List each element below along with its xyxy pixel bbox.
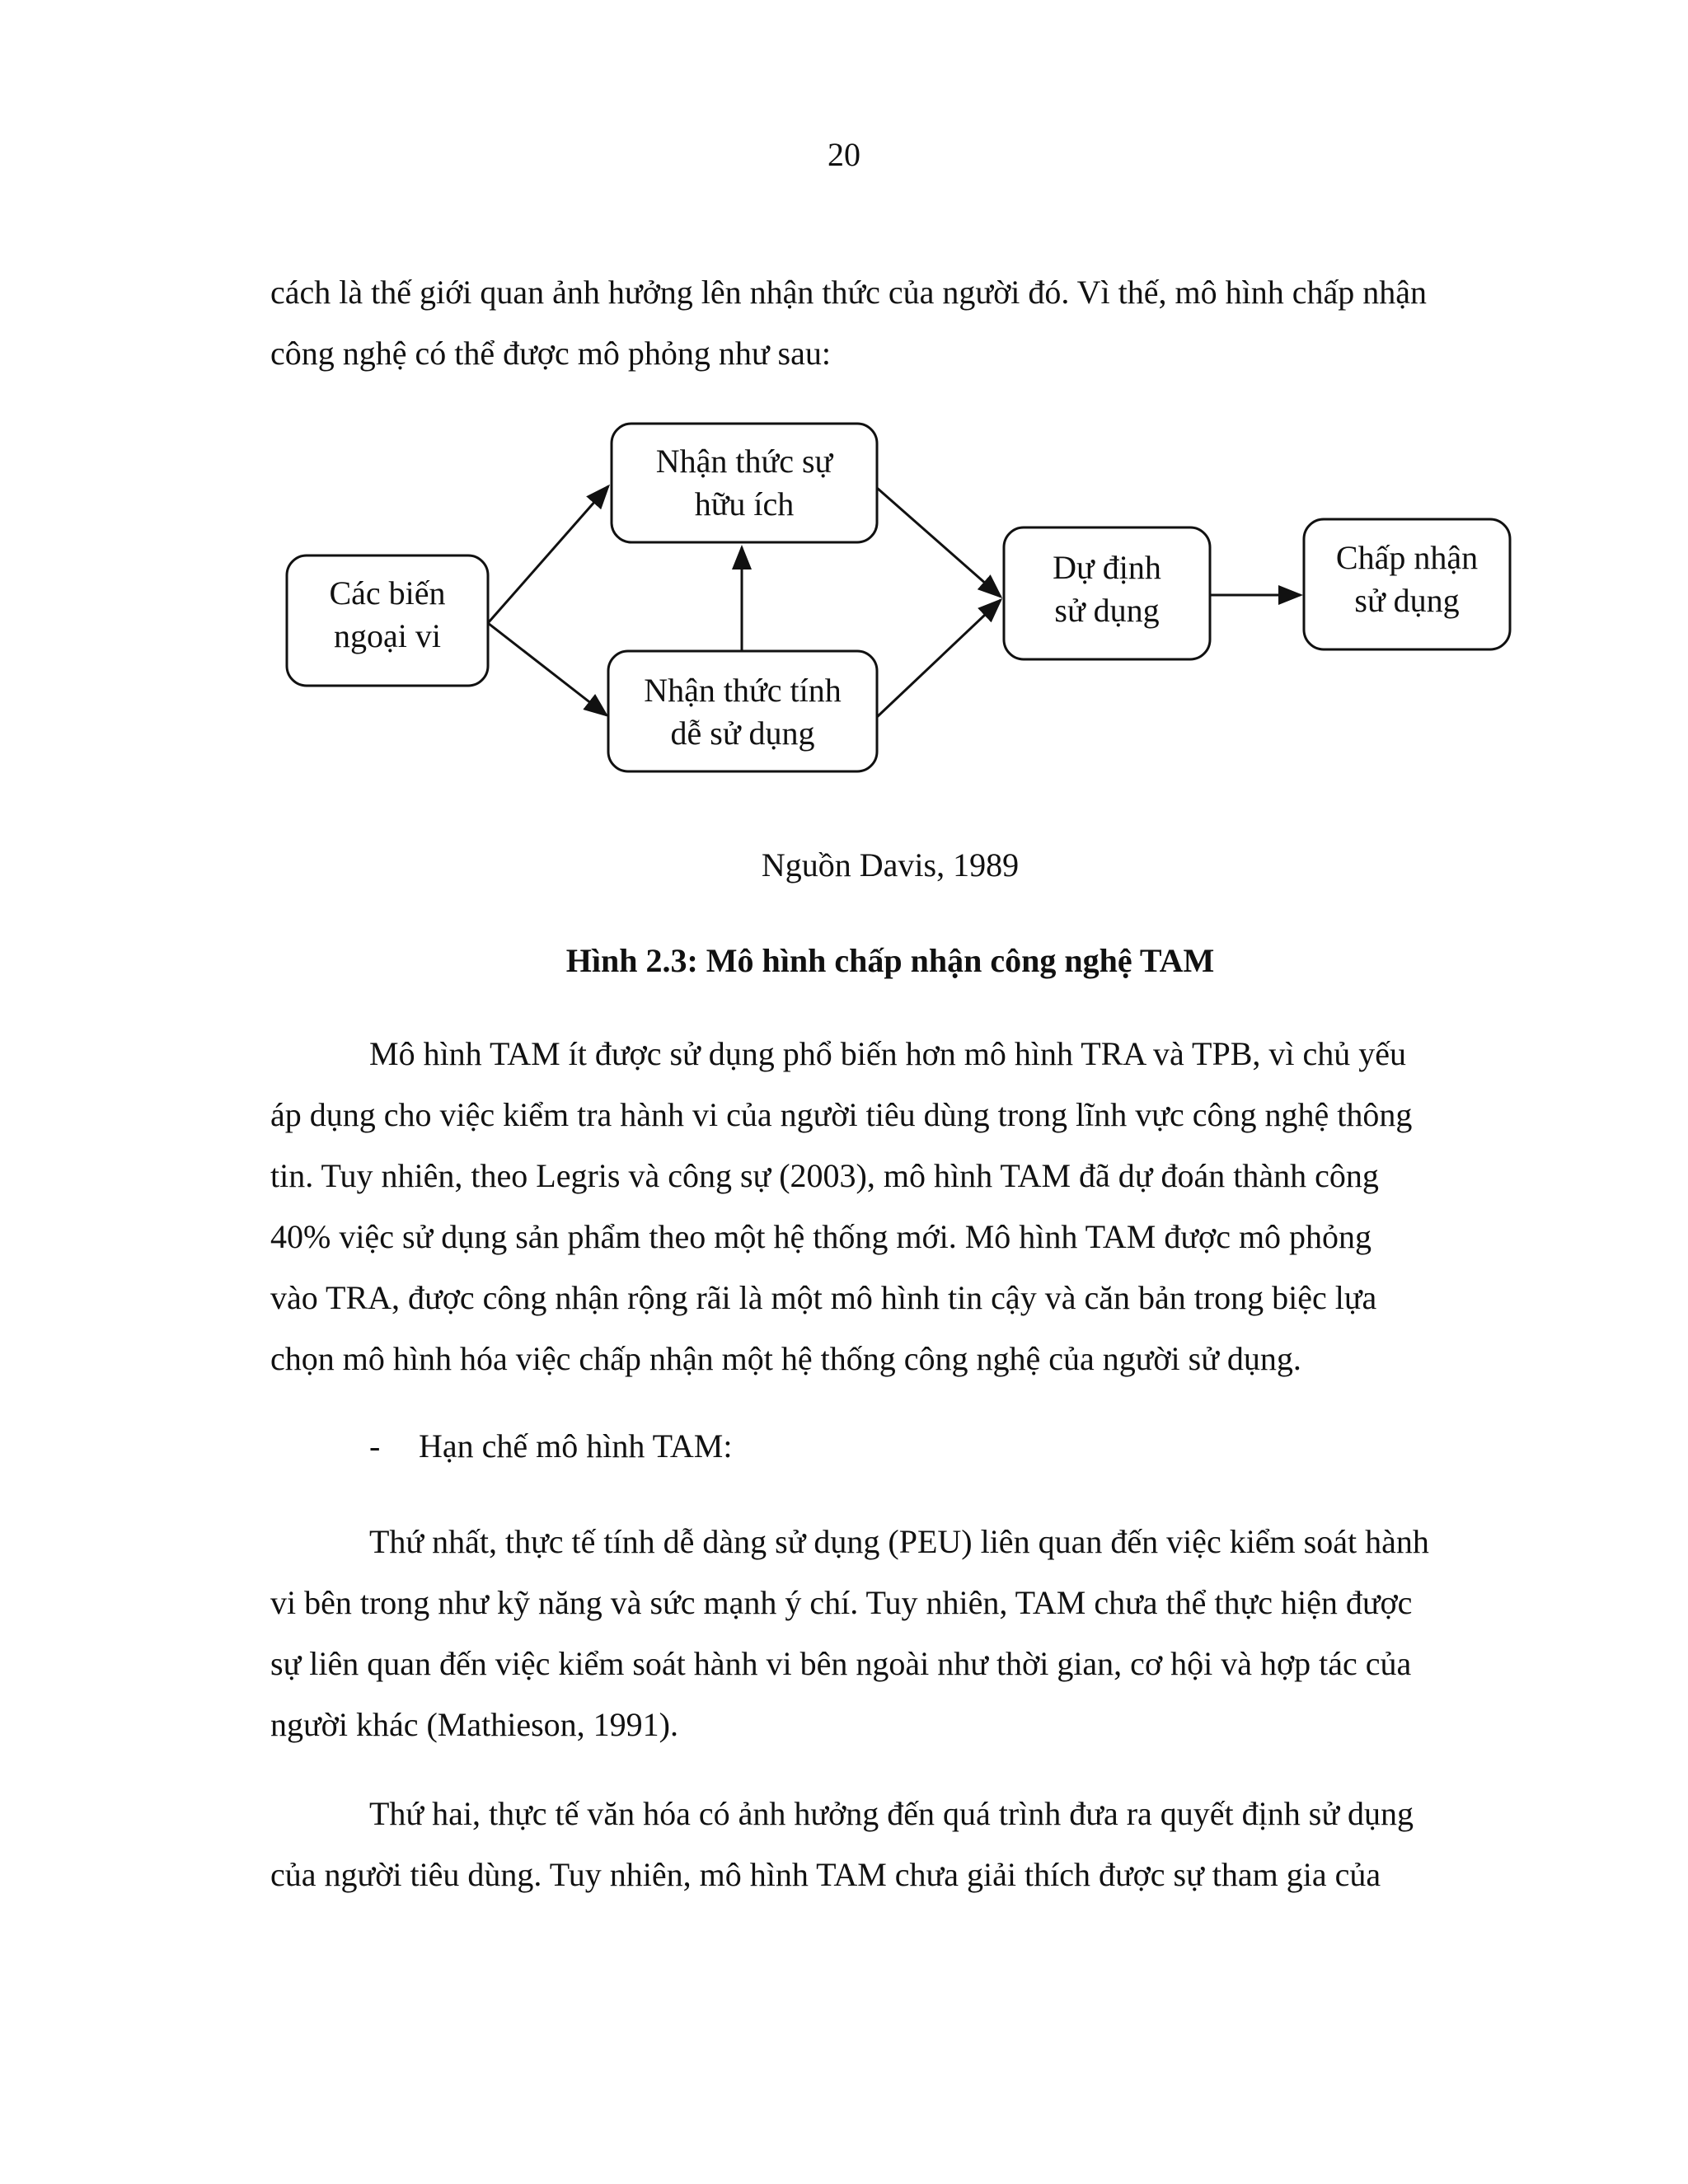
- node-label: sử dụng: [1054, 592, 1160, 629]
- text-line: vào TRA, được công nhận rộng rãi là một mô hình tin cậy và căn bản trong biệc lựa: [270, 1279, 1377, 1316]
- arrow-usefulness-to-intention: [877, 488, 1001, 597]
- text-line: Thứ nhất, thực tế tính dễ dàng sử dụng (PEU) liên quan đến việc kiểm soát hành: [369, 1523, 1429, 1560]
- text-line: sự liên quan đến việc kiểm soát hành vi bên ngoài như thời gian, cơ hội và hợp tác của: [270, 1645, 1412, 1682]
- node-perceived-usefulness: [612, 424, 877, 542]
- node-label: dễ sử dụng: [670, 715, 815, 752]
- figure-source: Nguồn Davis, 1989: [761, 846, 1020, 883]
- bullet-dash: -: [369, 1427, 381, 1465]
- text-line: áp dụng cho việc kiểm tra hành vi của người tiêu dùng trong lĩnh vực công nghệ thông: [270, 1096, 1413, 1133]
- node-perceived-ease-of-use: [608, 651, 877, 771]
- paragraph-limitation-second: [270, 1783, 1523, 1905]
- paragraph-limitation-first: [270, 1511, 1523, 1755]
- node-label: sử dụng: [1354, 582, 1460, 619]
- arrow-ease-to-intention: [877, 600, 1001, 717]
- page-number: 20: [828, 136, 860, 173]
- node-label: hữu ích: [694, 485, 795, 523]
- node-label: Dự định: [1053, 549, 1161, 586]
- node-label: ngoại vi: [334, 617, 441, 654]
- text-line: 40% việc sử dụng sản phẩm theo một hệ thống mới. Mô hình TAM được mô phỏng: [270, 1218, 1372, 1255]
- node-label: Chấp nhận: [1335, 539, 1479, 576]
- node-label: Nhận thức tính: [644, 672, 842, 709]
- bullet-text: Hạn chế mô hình TAM:: [419, 1427, 733, 1465]
- arrow-external-to-ease: [488, 623, 607, 715]
- text-line: cách là thế giới quan ảnh hưởng lên nhận thức của người đó. Vì thế, mô hình chấp nhận: [270, 274, 1427, 311]
- tam-diagram: [0, 0, 1688, 824]
- text-line: người khác (Mathieson, 1991).: [270, 1706, 678, 1743]
- node-label: Các biến: [329, 574, 446, 612]
- text-line: tin. Tuy nhiên, theo Legris và công sự (2003), mô hình TAM đã dự đoán thành công: [270, 1157, 1379, 1194]
- bullet-item: [369, 1416, 1622, 1477]
- text-line: Thứ hai, thực tế văn hóa có ảnh hưởng đến quá trình đưa ra quyết định sử dụng: [369, 1795, 1414, 1832]
- text-line: Mô hình TAM ít được sử dụng phổ biến hơn mô hình TRA và TPB, vì chủ yếu: [369, 1035, 1407, 1072]
- text-line: chọn mô hình hóa việc chấp nhận một hệ thống công nghệ của người sử dụng.: [270, 1340, 1301, 1377]
- node-label: Nhận thức sự: [655, 443, 833, 480]
- text-line: công nghệ có thể được mô phỏng như sau:: [270, 335, 831, 372]
- text-line: vi bên trong như kỹ năng và sức mạnh ý chí. Tuy nhiên, TAM chưa thể thực hiện được: [270, 1584, 1413, 1621]
- figure-caption: Hình 2.3: Mô hình chấp nhận công nghệ TAM: [565, 942, 1215, 979]
- arrow-external-to-usefulness: [488, 486, 608, 623]
- text-line: của người tiêu dùng. Tuy nhiên, mô hình TAM chưa giải thích được sự tham gia của: [270, 1856, 1381, 1893]
- paragraph-tam-usage: [270, 1024, 1523, 1390]
